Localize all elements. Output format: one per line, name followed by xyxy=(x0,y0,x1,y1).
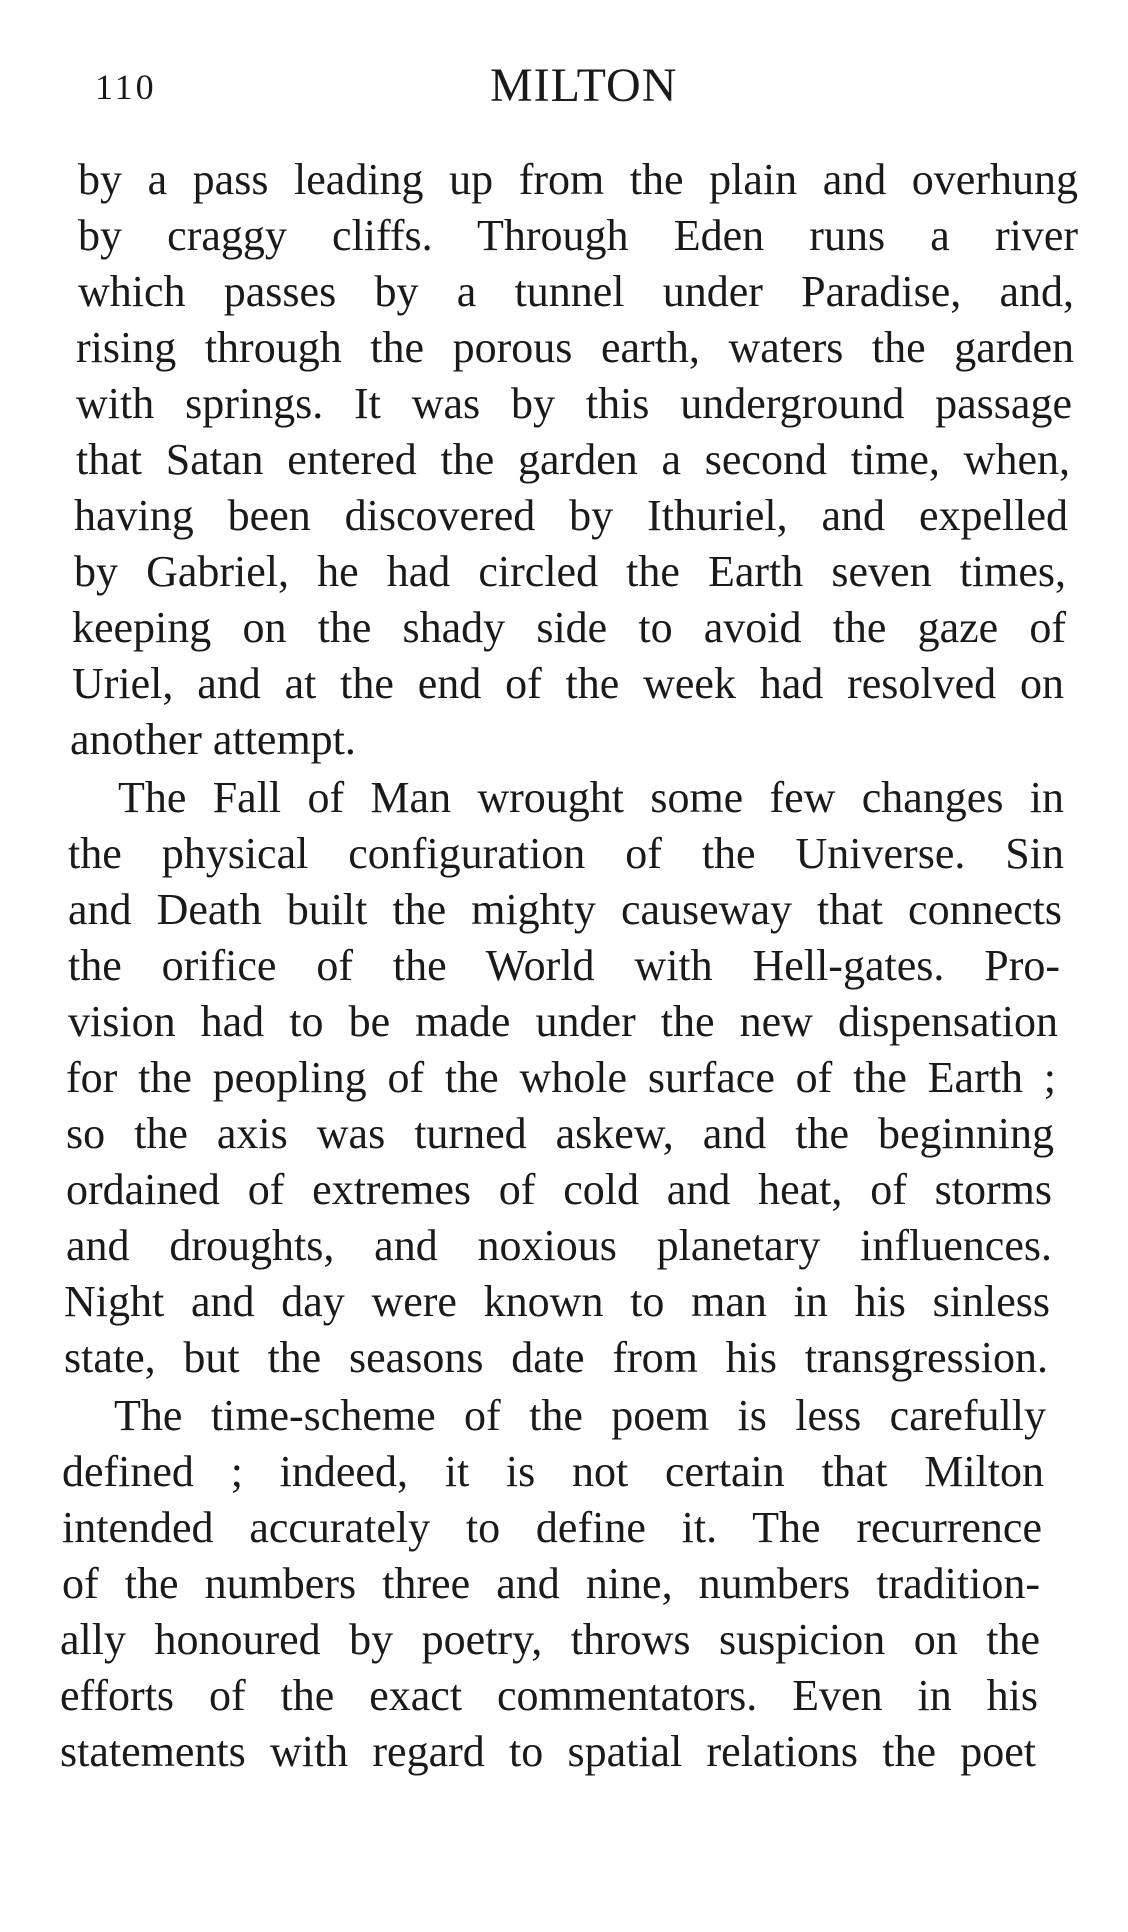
text-line: ordained of extremes of cold and heat, of storms xyxy=(66,1165,1052,1214)
text-line: having been discovered by Ithuriel, and expelled xyxy=(74,491,1068,540)
text-line: with springs. It was by this underground passage xyxy=(76,379,1072,428)
text-line: the physical configuration of the Universe. Sin xyxy=(68,829,1064,878)
text-line: The Fall of Man wrought some few changes in xyxy=(118,773,1064,822)
text-line: the orifice of the World with Hell-gates. Pro- xyxy=(68,941,1060,990)
text-line: state, but the seasons date from his transgression. xyxy=(64,1333,1048,1382)
text-line: Night and day were known to man in his sinless xyxy=(64,1277,1050,1326)
page-number: 110 xyxy=(95,67,157,107)
text-line: vision had to be made under the new dispensation xyxy=(68,997,1058,1046)
text-line: so the axis was turned askew, and the beginning xyxy=(66,1109,1054,1158)
text-line: defined ; indeed, it is not certain that Milton xyxy=(62,1447,1044,1496)
text-line: another attempt. xyxy=(70,715,356,764)
text-line: which passes by a tunnel under Paradise, and, xyxy=(78,267,1074,316)
running-head: MILTON xyxy=(490,59,678,112)
text-line: efforts of the exact commentators. Even in his xyxy=(60,1671,1038,1720)
page-header xyxy=(95,58,1095,118)
text-line: The time-scheme of the poem is less carefully xyxy=(114,1391,1046,1440)
text-line: that Satan entered the garden a second time, when, xyxy=(76,435,1070,484)
text-line: rising through the porous earth, waters the garden xyxy=(76,323,1074,372)
text-line: intended accurately to define it. The recurrence xyxy=(62,1503,1042,1552)
text-line: Uriel, and at the end of the week had resolved on xyxy=(72,659,1064,708)
text-line: by a pass leading up from the plain and overhung xyxy=(78,155,1078,204)
text-line: statements with regard to spatial relations the poet xyxy=(60,1727,1036,1776)
text-line: and Death built the mighty causeway that connects xyxy=(68,885,1062,934)
text-line: keeping on the shady side to avoid the gaze of xyxy=(72,603,1066,652)
text-line: ally honoured by poetry, throws suspicion on the xyxy=(60,1615,1040,1664)
text-line: by Gabriel, he had circled the Earth seven times, xyxy=(74,547,1066,596)
text-line: and droughts, and noxious planetary influences. xyxy=(66,1221,1052,1270)
text-line: for the peopling of the whole surface of the Earth ; xyxy=(66,1053,1056,1102)
text-line: by craggy cliffs. Through Eden runs a river xyxy=(78,211,1078,260)
text-line: of the numbers three and nine, numbers tradition- xyxy=(62,1559,1040,1608)
